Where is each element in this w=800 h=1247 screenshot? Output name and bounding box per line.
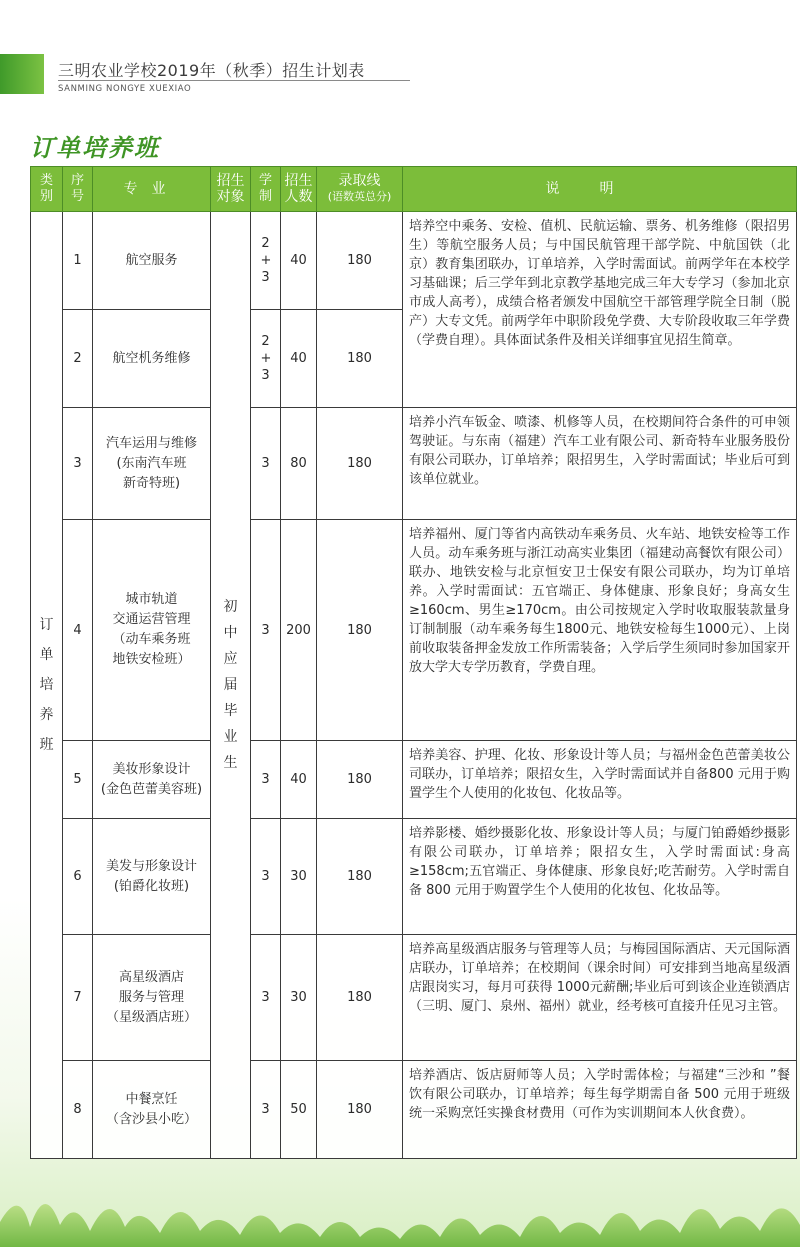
col-header-category: 类别: [31, 167, 63, 212]
col-header-major: 专业: [93, 167, 211, 212]
row-score: 180: [317, 819, 403, 935]
header-divider: [58, 80, 410, 81]
row-count: 40: [281, 741, 317, 819]
row-index: 1: [63, 212, 93, 310]
header-accent-bar: [0, 54, 44, 94]
row-major: 美妆形象设计 (金色芭蕾美容班): [93, 741, 211, 819]
row-count: 50: [281, 1061, 317, 1159]
enrollment-plan-table: [30, 166, 797, 1159]
row-count: 30: [281, 819, 317, 935]
col-header-years: 学制: [251, 167, 281, 212]
row-score: 180: [317, 741, 403, 819]
row-years: 3: [251, 935, 281, 1061]
row-desc: 培养影楼、婚纱摄影化妆、形象设计等人员；与厦门铂爵婚纱摄影有限公司联办，订单培养；限招女生，入学时需面试:身高≥158cm;五官端正、身体健康、形象良好;吃苦耐劳。入学时需自备 800 元用于购置学生个人使用的化妆包、化妆品等。: [403, 819, 797, 935]
row-major: 高星级酒店 服务与管理 （星级酒店班）: [93, 935, 211, 1061]
row-index: 3: [63, 408, 93, 520]
row-index: 6: [63, 819, 93, 935]
row-count: 30: [281, 935, 317, 1061]
col-header-index: 序号: [63, 167, 93, 212]
target-cell: 初中应届毕业生: [211, 212, 251, 1159]
page-subtitle: SANMING NONGYE XUEXIAO: [58, 84, 192, 94]
col-header-target: 招生对象: [211, 167, 251, 212]
row-index: 4: [63, 520, 93, 741]
table-row: [31, 408, 797, 520]
row-index: 7: [63, 935, 93, 1061]
row-major: 汽车运用与维修 (东南汽车班 新奇特班): [93, 408, 211, 520]
row-desc: 培养高星级酒店服务与管理等人员；与梅园国际酒店、天元国际酒店联办，订单培养；在校期间（课余时间）可安排到当地高星级酒店跟岗实习，每月可获得 1000元薪酬;毕业后可到该企业连锁酒店（三明、厦门、泉州、福州）就业，经考核可直接升任见习主管。: [403, 935, 797, 1061]
row-years: 3: [251, 741, 281, 819]
row-score: 180: [317, 310, 403, 408]
section-title: 订单培养班: [30, 134, 160, 162]
row-years: 2+3: [251, 310, 281, 408]
row-major: 中餐烹饪 （含沙县小吃）: [93, 1061, 211, 1159]
row-score: 180: [317, 1061, 403, 1159]
row-desc: 培养美容、护理、化妆、形象设计等人员；与福州金色芭蕾美妆公司联办，订单培养；限招女生，入学时需面试并自备800 元用于购置学生个人使用的化妆包、化妆品等。: [403, 741, 797, 819]
row-desc: 培养酒店、饭店厨师等人员；入学时需体检；与福建“三沙和 ”餐饮有限公司联办，订单培养；每生每学期需自备 500 元用于班级统一采购烹饪实操食材费用（可作为实训期间本人伙食费）。: [403, 1061, 797, 1159]
table-row: [31, 212, 797, 310]
row-index: 8: [63, 1061, 93, 1159]
row-count: 200: [281, 520, 317, 741]
table-row: [31, 819, 797, 935]
row-years: 3: [251, 819, 281, 935]
table-header-row: [31, 167, 797, 212]
col-header-score: 录取线 (语数英总分): [317, 167, 403, 212]
row-score: 180: [317, 212, 403, 310]
row-index: 2: [63, 310, 93, 408]
row-desc: 培养小汽车钣金、喷漆、机修等人员，在校期间符合条件的可申领驾驶证。与东南（福建）汽车工业有限公司、新奇特车业服务股份有限公司联办，订单培养；限招男生，入学时需面试；毕业后可到该单位就业。: [403, 408, 797, 520]
col-header-desc: 说明: [403, 167, 797, 212]
row-score: 180: [317, 935, 403, 1061]
page-title: 三明农业学校2019年（秋季）招生计划表: [58, 61, 365, 80]
row-score: 180: [317, 408, 403, 520]
table-row: [31, 935, 797, 1061]
row-years: 3: [251, 520, 281, 741]
row-count: 40: [281, 212, 317, 310]
table-row: [31, 741, 797, 819]
row-desc: 培养福州、厦门等省内高铁动车乘务员、火车站、地铁安检等工作人员。动车乘务班与浙江动高实业集团（福建动高餐饮有限公司）联办、地铁安检与北京恒安卫士保安有限公司联办，均为订单培养。入学时需面试：五官端正、身体健康、形象良好；身高女生≥160cm、男生≥170cm。由公司按规定入学时收取服装款量身订制制服（动车乘务每生1800元、地铁安检每生1000元）、上岗前收取装备押金发放工作所需装备；入学后学生须同时参加国家开放大学大专学历教育，学费自理。: [403, 520, 797, 741]
row-count: 80: [281, 408, 317, 520]
row-count: 40: [281, 310, 317, 408]
table-row: [31, 1061, 797, 1159]
row-years: 3: [251, 1061, 281, 1159]
row-major: 美发与形象设计 (铂爵化妆班): [93, 819, 211, 935]
row-score: 180: [317, 520, 403, 741]
row-major: 航空服务: [93, 212, 211, 310]
category-cell: 订单培养班: [31, 212, 63, 1159]
row-years: 3: [251, 408, 281, 520]
row-desc: 培养空中乘务、安检、值机、民航运输、票务、机务维修（限招男生）等航空服务人员；与中国民航管理干部学院、中航国铁（北京）教育集团联办，订单培养，入学时需面试。前两学年在本校学习基础课；后三学年到北京教学基地完成三年大专学习（参加北京市成人高考），成绩合格者颁发中国航空干部管理学院全日制（脱产）大专文凭。前两学年中职阶段免学费、大专阶段收取三年学费（学费自理）。具体面试条件及相关详细事宜见招生简章。: [403, 212, 797, 408]
col-header-count: 招生人数: [281, 167, 317, 212]
table-row: [31, 520, 797, 741]
row-major: 航空机务维修: [93, 310, 211, 408]
row-major: 城市轨道 交通运营管理 （动车乘务班 地铁安检班）: [93, 520, 211, 741]
row-index: 5: [63, 741, 93, 819]
row-years: 2+3: [251, 212, 281, 310]
